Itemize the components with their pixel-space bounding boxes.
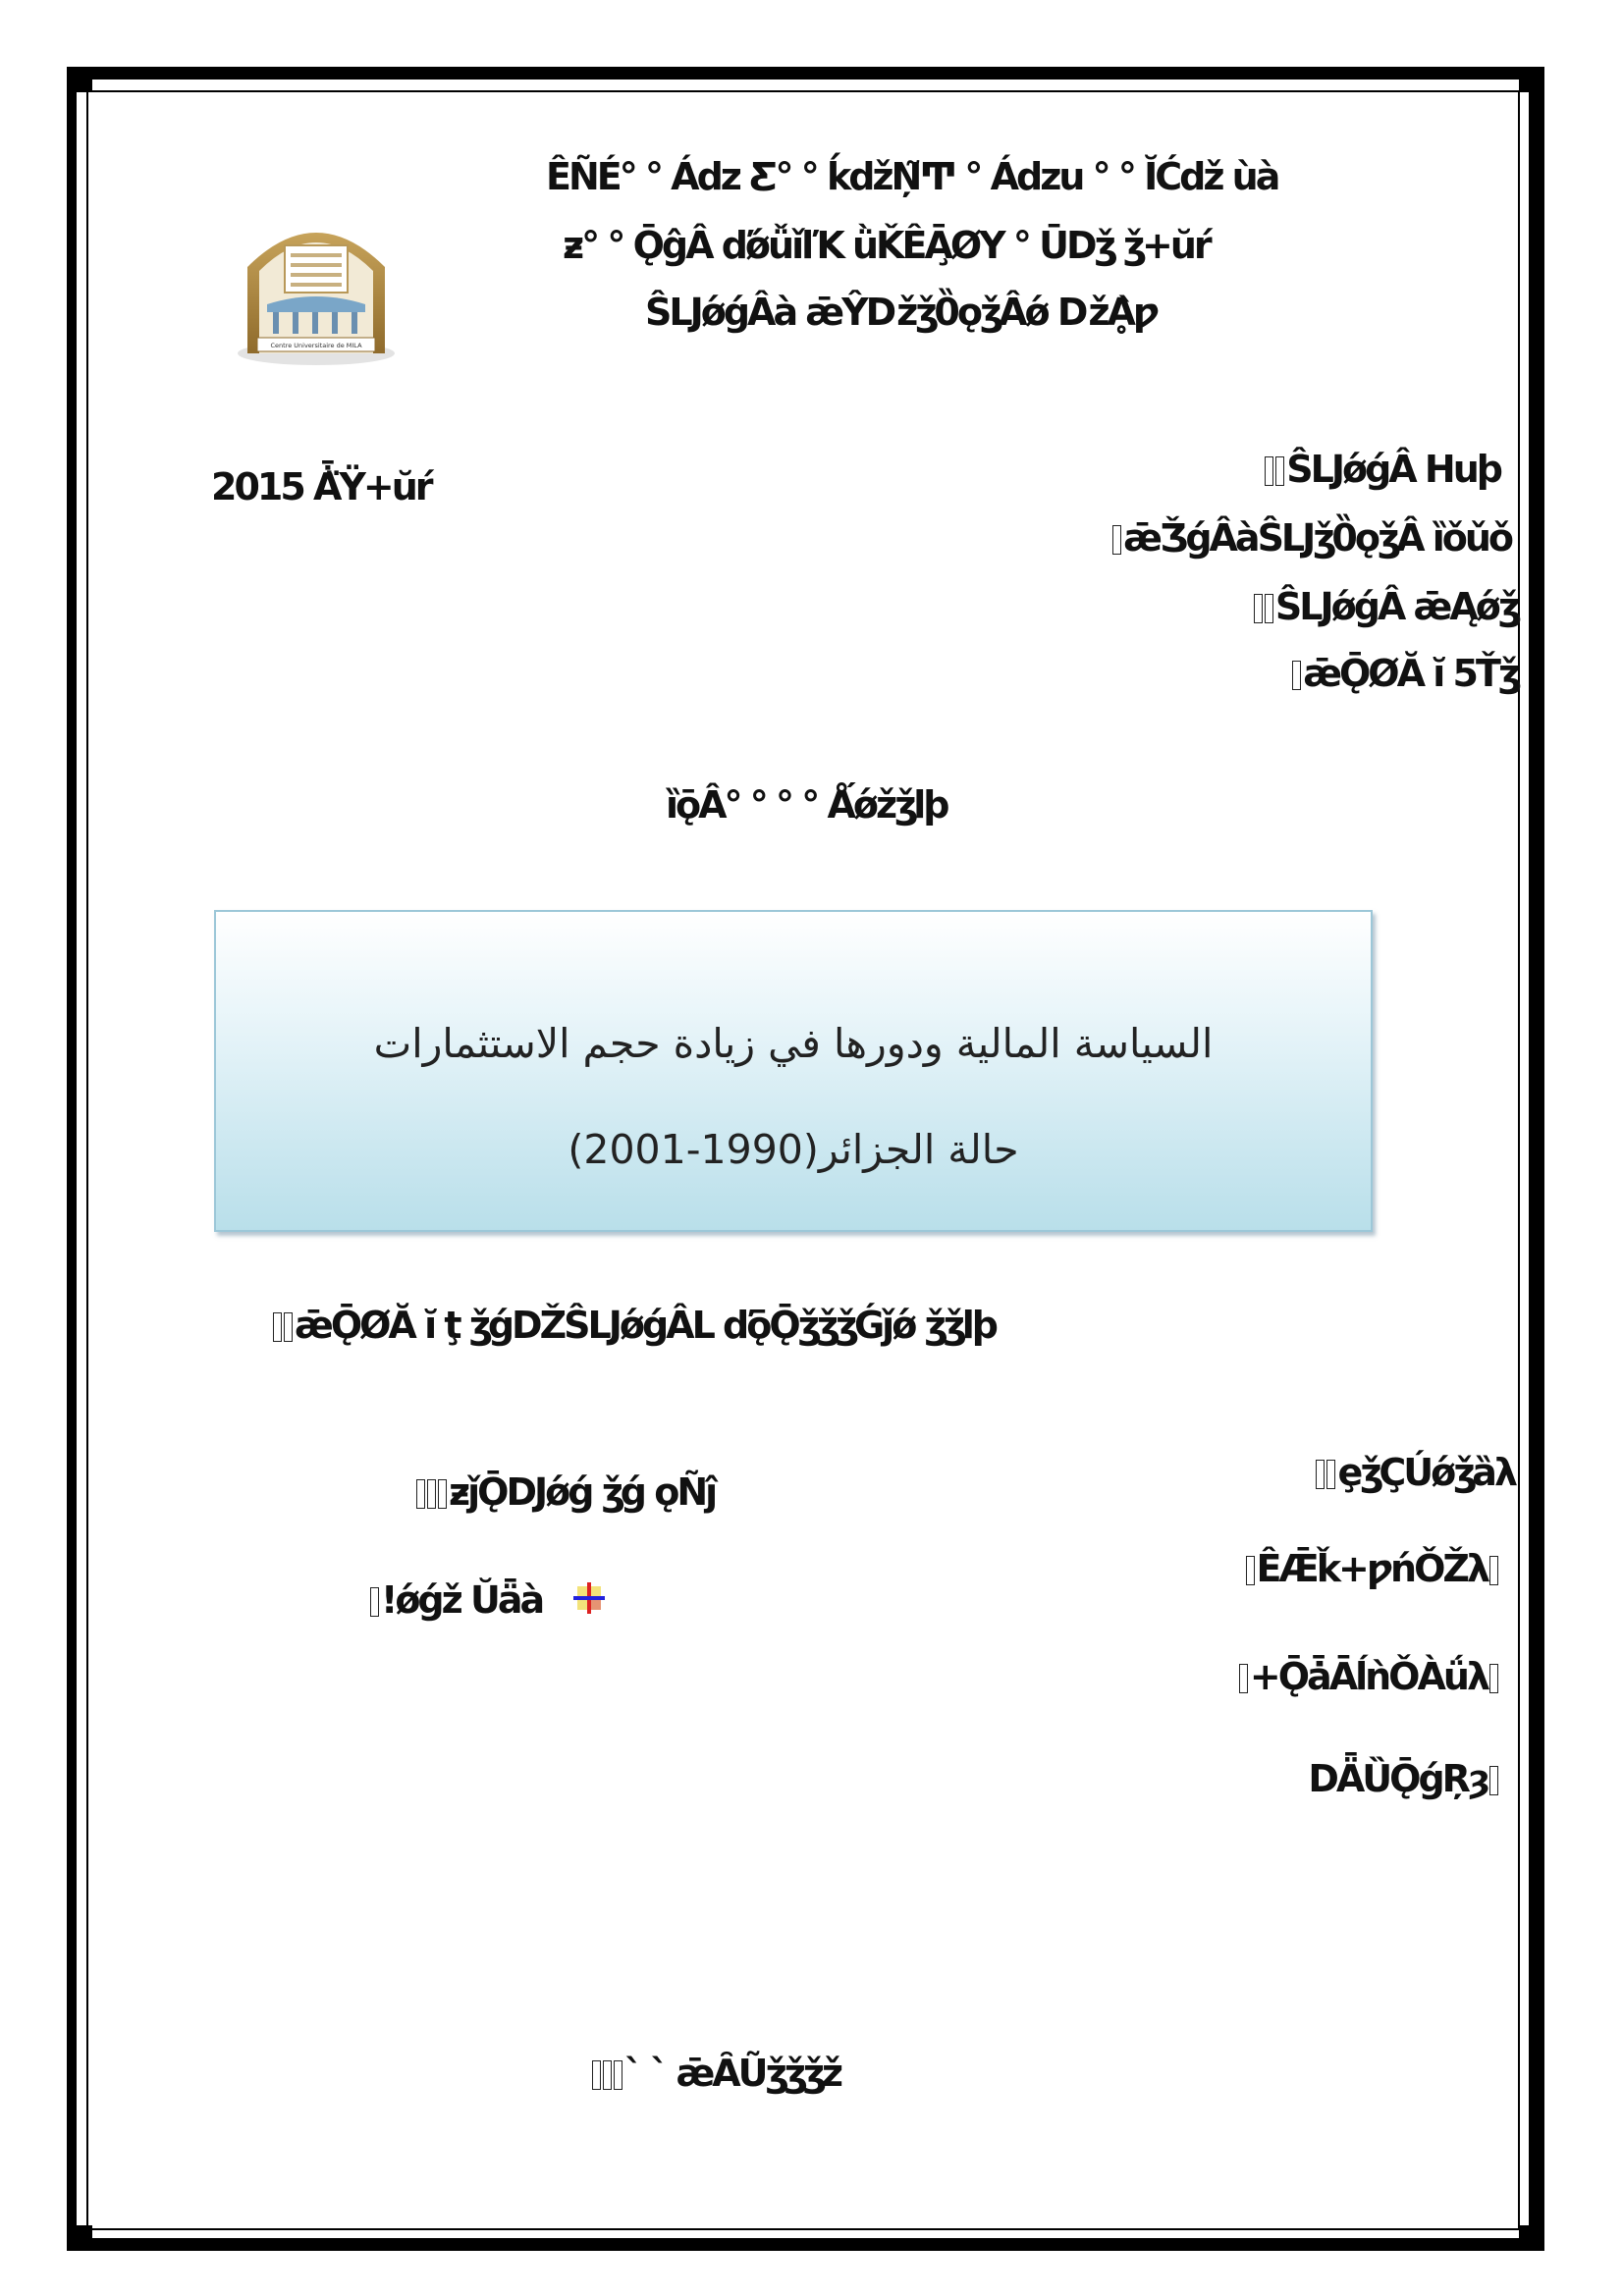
right-info-line-4	[1292, 652, 1517, 695]
right-info-text-3: Ŝ̀LJǿǵÂ ǣĄǿǯ	[1274, 585, 1517, 628]
supervisor-name	[416, 1470, 715, 1514]
member-name-3	[1308, 1757, 1500, 1800]
university-logo-icon	[228, 206, 405, 373]
member-name-3-text: DǞȔǬǵŖȝ	[1308, 1757, 1488, 1800]
border-corner-br	[1519, 2225, 1544, 2251]
header-line-3: Ŝ̀LJǿǵÂà ǣŶǅǯ0̏ǫǯÂǿ ǅḀ̀ƿ	[645, 291, 1158, 334]
header-line-2: ƶ° ° ǬĝÂ ďǿǚǐľK ǜǨÊĀ̧ØΥ ° ŪDǯ ǯ+ŭŕ	[563, 224, 1210, 267]
thesis-title-line-2: حالة الجزائر(1990-2001)	[568, 1126, 1019, 1173]
member-name-2	[1239, 1655, 1500, 1698]
right-info-text-2: ǣǮǵÂàŜ̀LJǯ0̏ǫǯÂ ȉǒǔǒ	[1123, 516, 1511, 560]
degree-line	[273, 1304, 996, 1347]
student-name-text: !ǿǵž Ŭǟà	[381, 1578, 543, 1622]
right-info-text-1: Ŝ̀LJǿǵÂ Huþ	[1286, 448, 1500, 491]
degree-text: ǣǬØĂ ĭ ţ ǯǵDŽŜ̀LJǿǵÂL ďǭǬǯǯǯǴǰǿ ǯǯlþ	[295, 1304, 996, 1347]
member-name-1	[1246, 1547, 1500, 1590]
border-corner-tr	[1519, 67, 1544, 92]
right-info-line-3	[1254, 585, 1517, 628]
border-corner-bl	[67, 2225, 92, 2251]
student-name	[370, 1578, 542, 1622]
supervisor-label-text: ȩǯÇÚǿǯȁλ	[1337, 1451, 1515, 1494]
year-text: 2015 Ǡ̈Ÿ+ŭŕ	[211, 465, 431, 508]
member-name-1-text: ÊǢǩ+ƿńǑŽλ	[1256, 1547, 1488, 1590]
academic-year-text: ` ` ǣȂŨǯǯǯž	[624, 2052, 841, 2095]
svg-text:Centre Universitaire de MILA: Centre Universitaire de MILA	[270, 342, 362, 349]
right-info-text-4: ǣǬØĂ ĭ 5Ťǯ	[1303, 652, 1517, 695]
member-name-2-text: +ǬǡĀĺǹǑÀǘλ	[1249, 1655, 1488, 1698]
flag-icon	[571, 1580, 607, 1616]
academic-year	[592, 2052, 840, 2095]
supervisor-label	[1316, 1451, 1515, 1494]
thesis-title-box	[214, 910, 1373, 1232]
subtitle: ȉǭÂ° ° ° ° Ǻǿžǯlþ	[666, 783, 947, 827]
supervisor-name-text: ƶǰǬDJǿǵ ǯǵ ǫÑĵ	[449, 1470, 716, 1514]
right-info-line-1	[1265, 448, 1500, 491]
header-line-1: ÊÑÉ° ° Ádz Ƹ° ° ḱdžŅ͂Ͳ ° Ádzu ° ° ĬĆdž ùà	[546, 155, 1278, 198]
right-info-line-2	[1112, 516, 1511, 560]
border-corner-tl	[67, 67, 92, 92]
thesis-title-line-1: السياسة المالية ودورها في زيادة حجم الاستثمارات	[373, 1020, 1214, 1067]
year-line	[211, 465, 431, 508]
